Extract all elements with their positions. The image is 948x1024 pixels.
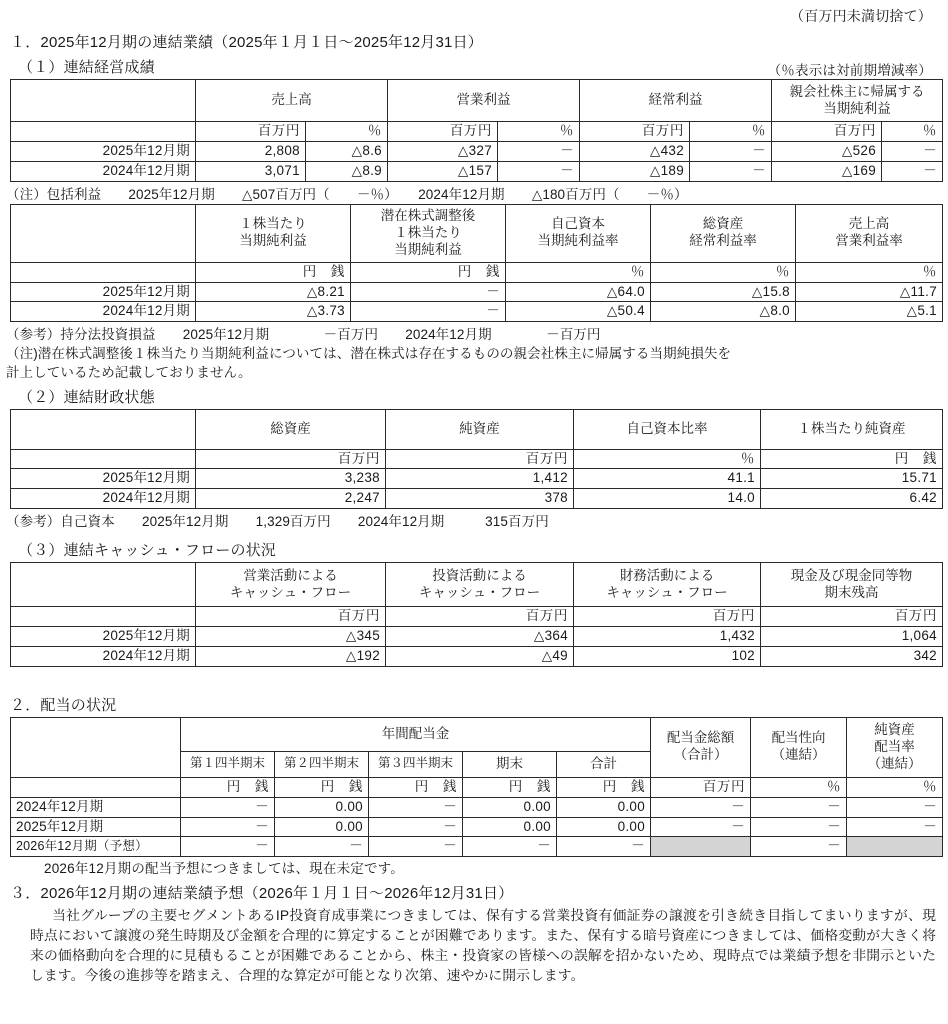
corner-cell [11, 717, 181, 777]
percent-display-note: （％表示は対前期増減率） [767, 63, 932, 78]
unit-cell: 百万円 [386, 449, 574, 469]
unit-cell: 円 銭 [369, 777, 463, 797]
data-cell: － [498, 161, 580, 181]
data-cell: － [369, 797, 463, 817]
corner-cell [11, 204, 196, 262]
header-dividend-on-equity [847, 717, 943, 777]
unit-row-label-cell [11, 449, 196, 469]
consolidated-results-table [10, 79, 943, 182]
header-ordinary-income: 経常利益 [580, 80, 772, 122]
comprehensive-income-note: （注）包括利益 2025年12月期 △507百万円（ －％） 2024年12月期 △180百万円（ －％） [6, 186, 688, 202]
corner-cell [11, 80, 196, 122]
data-cell: △364 [386, 627, 574, 647]
unit-cell: ％ [690, 122, 772, 142]
row-label: 2026年12月期（予想） [11, 837, 181, 857]
unit-cell: 百万円 [196, 122, 306, 142]
data-cell: － [181, 837, 275, 857]
unit-cell: ％ [574, 449, 761, 469]
unit-cell: ％ [651, 262, 796, 282]
header-net-sales: 売上高 [196, 80, 388, 122]
data-cell: △526 [772, 141, 882, 161]
unit-cell: 円 銭 [761, 449, 943, 469]
section1-sub1-line [4, 54, 944, 79]
header-year-end: 期末 [463, 751, 557, 777]
header-cash-equivalents-line1: 現金及び現金同等物 [790, 567, 913, 583]
header-payout-ratio [751, 717, 847, 777]
table-row [11, 489, 943, 509]
header-net-income-parent-line2: 当期純利益 [823, 100, 891, 116]
data-cell: 1,064 [761, 627, 943, 647]
table-row [11, 817, 943, 837]
data-cell: △50.4 [506, 302, 651, 322]
data-cell-shaded [651, 837, 751, 857]
data-cell: － [369, 837, 463, 857]
table-row [11, 797, 943, 817]
header-annual-dividend-group: 年間配当金 [181, 717, 651, 751]
unit-cell: 円 銭 [351, 262, 506, 282]
header-financing-cf [574, 563, 761, 607]
data-cell: － [751, 837, 847, 857]
row-label: 2025年12月期 [11, 817, 181, 837]
unit-row-label-cell [11, 122, 196, 142]
unit-cell: ％ [498, 122, 580, 142]
header-net-income-parent-line1: 親会社株主に帰属する [789, 83, 925, 99]
data-cell: 0.00 [275, 797, 369, 817]
header-roe-line2: 当期純利益率 [537, 233, 619, 249]
header-q2-end: 第２四半期末 [275, 751, 369, 777]
table-unit-row [11, 607, 943, 627]
unit-cell: 円 銭 [463, 777, 557, 797]
table-row [11, 646, 943, 666]
row-label: 2025年12月期 [11, 627, 196, 647]
unit-cell: 円 銭 [181, 777, 275, 797]
header-cash-equivalents [761, 563, 943, 607]
data-cell: － [690, 141, 772, 161]
corner-cell [11, 409, 196, 449]
section3-body: 当社グループの主要セグメントあるIP投資育成事業につきましては、保有する営業投資有価証券の譲渡を引き続き目指してまいりますが、現時点において譲渡の発生時期及び金額を合理的に算定することが困難であります。また、保有する暗号資産につきましては、価格変動が大きく将来の価格動向を合理的に見積もることが困難であることから、株主・投資家の皆様への誤解を招かないため、現時点では業績予想を非開示といたします。今後の進捗等を踏まえ、合理的な算定が可能となり次第、速やかに開示します。 [30, 908, 936, 984]
data-cell: 1,432 [574, 627, 761, 647]
data-cell: － [651, 797, 751, 817]
data-cell: △8.21 [196, 282, 351, 302]
header-roa-line2: 経常利益率 [689, 233, 757, 249]
data-cell: － [369, 817, 463, 837]
table-header-row [11, 204, 943, 262]
unit-cell: 百万円 [574, 607, 761, 627]
data-cell: － [463, 837, 557, 857]
data-cell: － [690, 161, 772, 181]
header-payout-ratio-line2: （連結） [771, 747, 826, 763]
corner-cell [11, 563, 196, 607]
header-cash-equivalents-line2: 期末残高 [824, 584, 879, 600]
table-unit-row [11, 122, 943, 142]
row-label: 2025年12月期 [11, 469, 196, 489]
header-eps-line1: １株当たり [239, 216, 307, 232]
header-roa [651, 204, 796, 262]
data-cell: － [651, 817, 751, 837]
header-financing-cf-line1: 財務活動による [619, 567, 715, 583]
data-cell: △3.73 [196, 302, 351, 322]
data-cell: 0.00 [275, 817, 369, 837]
table-row-forecast [11, 837, 943, 857]
header-roe [506, 204, 651, 262]
financial-position-table [10, 409, 943, 510]
dividend-table [10, 717, 943, 858]
data-cell: － [751, 817, 847, 837]
header-operating-margin-line2: 営業利益率 [835, 233, 903, 249]
table-header-row [11, 80, 943, 122]
header-operating-cf [196, 563, 386, 607]
table-header-row [11, 563, 943, 607]
unit-cell: 百万円 [386, 607, 574, 627]
data-cell: △11.7 [796, 282, 943, 302]
data-cell: 3,238 [196, 469, 386, 489]
header-roe-line1: 自己資本 [551, 216, 605, 232]
header-dividend-on-equity-line2: 配当率 [874, 738, 915, 754]
data-cell: － [275, 837, 369, 857]
header-dividend-on-equity-line3: （連結） [867, 755, 922, 771]
header-total-dividend-line2: （合計） [673, 747, 728, 763]
header-diluted-eps [351, 204, 506, 262]
row-label: 2024年12月期 [11, 161, 196, 181]
row-label: 2024年12月期 [11, 302, 196, 322]
data-cell: △8.0 [651, 302, 796, 322]
data-cell: △8.9 [306, 161, 388, 181]
unit-cell: ％ [847, 777, 943, 797]
row-label: 2025年12月期 [11, 141, 196, 161]
header-equity-ratio: 自己資本比率 [574, 409, 761, 449]
table-unit-row [11, 262, 943, 282]
header-payout-ratio-line1: 配当性向 [771, 730, 826, 746]
header-investing-cf-line1: 投資活動による [432, 567, 527, 583]
data-cell-shaded [847, 837, 943, 857]
unit-cell: ％ [751, 777, 847, 797]
unit-cell: ％ [882, 122, 943, 142]
unit-cell: 百万円 [761, 607, 943, 627]
data-cell: △157 [388, 161, 498, 181]
header-investing-cf [386, 563, 574, 607]
data-cell: △64.0 [506, 282, 651, 302]
data-cell: △49 [386, 646, 574, 666]
own-capital-reference-note: （参考）自己資本 2025年12月期 1,329百万円 2024年12月期 315百万円 [6, 514, 549, 530]
unit-cell: ％ [506, 262, 651, 282]
data-cell: － [181, 797, 275, 817]
table-row [11, 282, 943, 302]
row-label: 2024年12月期 [11, 489, 196, 509]
data-cell: 41.1 [574, 469, 761, 489]
table-row [11, 627, 943, 647]
header-q3-end: 第３四半期末 [369, 751, 463, 777]
data-cell: 0.00 [557, 797, 651, 817]
data-cell: 3,071 [196, 161, 306, 181]
header-net-income-parent [772, 80, 943, 122]
data-cell: 14.0 [574, 489, 761, 509]
row-label: 2024年12月期 [11, 646, 196, 666]
header-diluted-eps-line1: 潜在株式調整後 [380, 207, 476, 223]
per-share-ratios-table [10, 204, 943, 323]
data-cell: 102 [574, 646, 761, 666]
data-cell: － [498, 141, 580, 161]
header-total-assets: 総資産 [196, 409, 386, 449]
data-cell: △5.1 [796, 302, 943, 322]
data-cell: － [557, 837, 651, 857]
unit-cell: 百万円 [651, 777, 751, 797]
data-cell: － [751, 797, 847, 817]
unit-row-label-cell [11, 777, 181, 797]
header-total-dividend [651, 717, 751, 777]
data-cell: △345 [196, 627, 386, 647]
section3-heading: ３．2026年12月期の連結業績予想（2026年１月１日～2026年12月31日） [10, 885, 514, 903]
section1-sub3-heading: （３）連結キャッシュ・フローの状況 [18, 542, 277, 560]
data-cell: 1,412 [386, 469, 574, 489]
unit-cell: 円 銭 [275, 777, 369, 797]
header-operating-cf-line2: キャッシュ・フロー [229, 584, 352, 600]
data-cell: － [882, 161, 943, 181]
unit-cell: 円 銭 [557, 777, 651, 797]
data-cell: 15.71 [761, 469, 943, 489]
table-row [11, 469, 943, 489]
spacer [4, 667, 944, 689]
diluted-eps-note-line2: 計上しているため記載しておりません。 [6, 364, 252, 380]
data-cell: △432 [580, 141, 690, 161]
header-total-dividend-line1: 配当金総額 [666, 730, 735, 746]
unit-cell: 百万円 [196, 607, 386, 627]
header-eps-line2: 当期純利益 [239, 233, 307, 249]
data-cell: △192 [196, 646, 386, 666]
dividend-forecast-note: 2026年12月期の配当予想につきましては、現在未定です。 [44, 861, 404, 877]
data-cell: 378 [386, 489, 574, 509]
header-q1-end: 第１四半期末 [181, 751, 275, 777]
cash-flow-table [10, 562, 943, 667]
header-operating-income: 営業利益 [388, 80, 580, 122]
unit-cell: 百万円 [196, 449, 386, 469]
unit-cell: 円 銭 [196, 262, 351, 282]
data-cell: － [847, 797, 943, 817]
header-investing-cf-line2: キャッシュ・フロー [418, 584, 541, 600]
data-cell: △8.6 [306, 141, 388, 161]
header-total: 合計 [557, 751, 651, 777]
header-eps [196, 204, 351, 262]
data-cell: － [351, 282, 506, 302]
data-cell: － [181, 817, 275, 837]
unit-cell: ％ [796, 262, 943, 282]
header-diluted-eps-line2: １株当たり [394, 224, 462, 240]
diluted-eps-note-line1: （注)潜在株式調整後１株当たり当期純利益については、潜在株式は存在するものの親会社株主に帰属する当期純損失を [6, 346, 732, 362]
data-cell: △189 [580, 161, 690, 181]
section1-sub2-heading: （２）連結財政状態 [18, 388, 155, 406]
data-cell: △327 [388, 141, 498, 161]
table-row [11, 161, 943, 181]
unit-cell: ％ [306, 122, 388, 142]
data-cell: 2,247 [196, 489, 386, 509]
data-cell: － [351, 302, 506, 322]
row-label: 2024年12月期 [11, 797, 181, 817]
row-label: 2025年12月期 [11, 282, 196, 302]
data-cell: △169 [772, 161, 882, 181]
unit-row-label-cell [11, 262, 196, 282]
section1-sub1-heading: （１）連結経営成績 [18, 59, 155, 76]
data-cell: 342 [761, 646, 943, 666]
equity-method-reference-note: （参考）持分法投資損益 2025年12月期 －百万円 2024年12月期 －百万円 [6, 327, 601, 343]
table-header-row [11, 409, 943, 449]
header-operating-cf-line1: 営業活動による [243, 567, 338, 583]
rounding-note: （百万円未満切捨て） [790, 8, 932, 24]
header-diluted-eps-line3: 当期純利益 [394, 241, 462, 257]
data-cell: － [882, 141, 943, 161]
table-header-row-top [11, 717, 943, 751]
unit-row-label-cell [11, 607, 196, 627]
data-cell: 0.00 [463, 817, 557, 837]
table-unit-row [11, 449, 943, 469]
header-dividend-on-equity-line1: 純資産 [874, 721, 915, 737]
unit-cell: 百万円 [772, 122, 882, 142]
data-cell: 0.00 [463, 797, 557, 817]
table-row [11, 302, 943, 322]
section1-heading: １．2025年12月期の連結業績（2025年１月１日～2025年12月31日） [10, 34, 483, 51]
section2-heading: ２．配当の状況 [10, 696, 117, 714]
diluted-eps-note [4, 344, 944, 383]
header-bps: １株当たり純資産 [761, 409, 943, 449]
table-row [11, 141, 943, 161]
table-unit-row [11, 777, 943, 797]
data-cell: 6.42 [761, 489, 943, 509]
header-operating-margin [796, 204, 943, 262]
data-cell: － [847, 817, 943, 837]
header-operating-margin-line1: 売上高 [848, 216, 890, 232]
data-cell: △15.8 [651, 282, 796, 302]
header-net-assets: 純資産 [386, 409, 574, 449]
unit-cell: 百万円 [580, 122, 690, 142]
header-financing-cf-line2: キャッシュ・フロー [606, 584, 728, 600]
data-cell: 0.00 [557, 817, 651, 837]
header-roa-line1: 総資産 [702, 216, 744, 232]
data-cell: 2,808 [196, 141, 306, 161]
unit-cell: 百万円 [388, 122, 498, 142]
